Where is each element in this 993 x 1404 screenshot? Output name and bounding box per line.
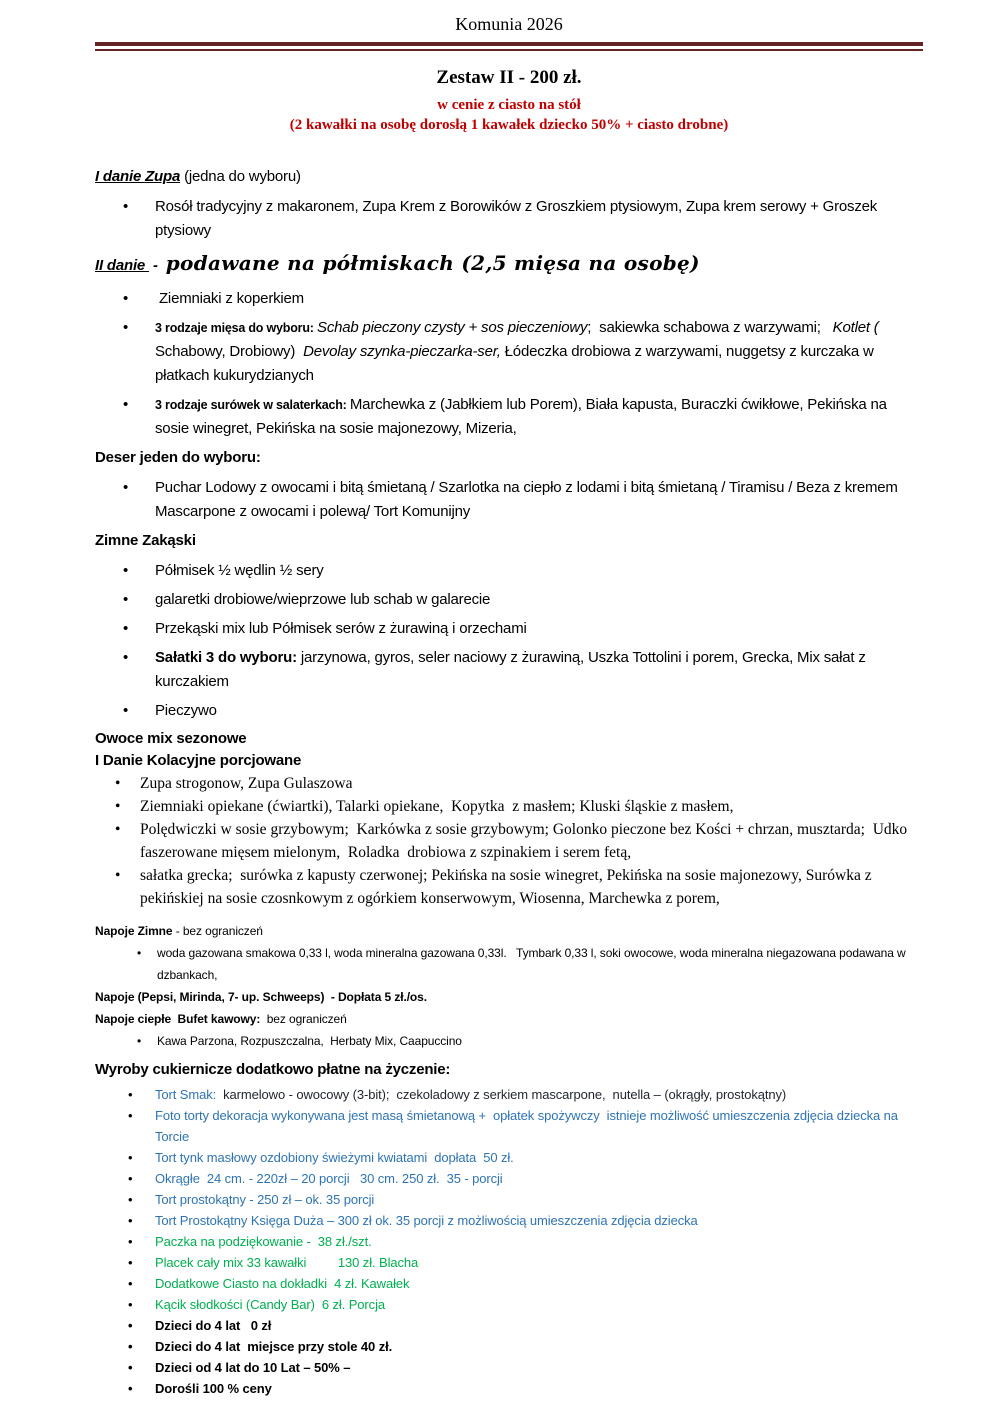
cake-item: • Foto torty dekoracja wykonywana jest masą śmietanową + opłatek spożywczy istnieje możliwość umieszczenia zdjęcia dziecka na Torcie xyxy=(95,1105,923,1147)
tort-smak-label: Tort Smak: xyxy=(155,1087,217,1102)
cake-item: • Tort tynk masłowy ozdobiony świeżymi kwiatami dopłata 50 zł. xyxy=(95,1147,923,1168)
evening-item: • Polędwiczki w sosie grzybowym; Karkówka z sosie grzybowym; Golonko pieczone bez Kości + chrzan, musztarda; Udko faszerowane mięsem mielonym, Roladka drobiowa z szpinakiem i serem fetą, xyxy=(95,818,923,864)
pricing-item-kids: • Dzieci od 4 lat do 10 Lat – 50% – xyxy=(95,1357,923,1378)
header-divider xyxy=(95,42,923,51)
meats-label: 3 rodzaje mięsa do wyboru: xyxy=(155,321,318,335)
hot-drinks-heading: Napoje ciepłe Bufet kawowy: bez ograniczeń xyxy=(95,1012,347,1026)
cake-item: • Kącik słodkości (Candy Bar) 6 zł. Porcja xyxy=(95,1294,923,1315)
main-course-item-meats: • 3 rodzaje mięsa do wyboru: Schab pieczony czysty + sos pieczeniowy; sakiewka schabowa z warzywami; Kotlet ( Schabowy, Drobiowy) Devolay szynka-pieczarka-ser, Łódeczka drobiowa z warzywami, nuggetsy z kurczaka w płatkach kukurydzianych xyxy=(95,316,923,388)
main-course-dash: - xyxy=(149,257,166,274)
cold-drinks-item: • woda gazowana smakowa 0,33 l, woda mineralna gazowana 0,33l. Tymbark 0,33 l, soki owocowe, woda mineralna niegazowana podawana w dzbankach, xyxy=(95,942,923,986)
price-note-line-2: (2 kawałki na osobę dorosłą 1 kawałek dziecko 50% + ciasto drobne) xyxy=(289,117,729,133)
appetizer-item-salads: • Sałatki 3 do wyboru: jarzynowa, gyros, seler naciowy z żurawiną, Uszka Tottolini i porem, Grecka, Mix sałat z kurczakiem xyxy=(95,646,923,694)
cold-appetizers-heading: Zimne Zakąski xyxy=(95,532,196,549)
evening-item: • Ziemniaki opiekane (ćwiartki), Talarki opiekane, Kopytka z masłem; Kluski śląskie z masłem, xyxy=(95,795,923,818)
main-course-label: II danie xyxy=(95,257,150,274)
confectionery-heading: Wyroby cukiernicze dodatkowo płatne na życzenie: xyxy=(95,1061,451,1078)
cake-item: • Tort prostokątny - 250 zł – ok. 35 porcji xyxy=(95,1189,923,1210)
soup-heading-suffix: (jedna do wyboru) xyxy=(180,168,301,185)
soup-item: • Rosół tradycyjny z makaronem, Zupa Krem z Borowików z Groszkiem ptysiowym, Zupa krem serowy + Groszek ptysiowy xyxy=(95,195,923,243)
evening-item: • Zupa strogonow, Zupa Gulaszowa xyxy=(95,772,923,795)
appetizer-item: • galaretki drobiowe/wieprzowe lub schab w galarecie xyxy=(95,588,923,612)
pricing-item-kids: • Dzieci do 4 lat 0 zł xyxy=(95,1315,923,1336)
cake-item: • Placek cały mix 33 kawałki 130 zł. Blacha xyxy=(95,1252,923,1273)
dessert-heading: Deser jeden do wyboru: xyxy=(95,449,261,466)
soup-heading-label: I danie Zupa xyxy=(95,168,181,185)
hot-drinks-item: • Kawa Parzona, Rozpuszczalna, Herbaty Mix, Caapuccino xyxy=(95,1030,923,1052)
cold-drinks-label: Napoje Zimne xyxy=(95,924,173,938)
hot-drinks-list xyxy=(95,1030,923,1052)
evening-item: • sałatka grecka; surówka z kapusty czerwonej; Pekińska na sosie winegret, Pekińska na sosie majonezowy, Surówka z pekińskiej na sosie czosnkowym z ogórkiem konserwowym, Wiosenna, Marchewka z porem, xyxy=(95,864,923,910)
cake-item: • Tort Prostokątny Księga Duża – 300 zł ok. 35 porcji z możliwością umieszczenia zdjęcia dziecka xyxy=(95,1210,923,1231)
salads-choice-label: Sałatki 3 do wyboru: xyxy=(155,649,297,666)
dessert-item: • Puchar Lodowy z owocami i bitą śmietaną / Szarlotka na ciepło z lodami i bitą śmietaną / Tiramisu / Beza z kremem Mascarpone z owocami i polewą/ Tort Komunijny xyxy=(95,476,923,524)
dessert-list xyxy=(95,476,923,524)
confectionery-list xyxy=(95,1084,923,1399)
soup-list xyxy=(95,195,923,243)
appetizer-item: • Przekąski mix lub Półmisek serów z żurawiną i orzechami xyxy=(95,617,923,641)
main-course-heading xyxy=(95,248,923,281)
cold-drinks-list xyxy=(95,942,923,986)
pricing-item-kids: • Dzieci do 4 lat miejsce przy stole 40 zł. xyxy=(95,1336,923,1357)
drinks-section xyxy=(95,920,923,1052)
appetizer-item: • Pieczywo xyxy=(95,699,923,723)
cold-appetizers-list xyxy=(95,559,923,723)
main-course-list xyxy=(95,287,923,441)
evening-course-list xyxy=(95,772,923,910)
pricing-item-adults: • Dorośli 100 % ceny xyxy=(95,1378,923,1399)
main-course-item-potatoes: • Ziemniaki z koperkiem xyxy=(95,287,923,311)
fruits-heading: Owoce mix sezonowe xyxy=(95,730,247,747)
soup-section-heading xyxy=(95,165,923,189)
price-note-line-1: w cenie z ciasto na stół xyxy=(437,97,581,113)
main-course-script-note: podawane na półmiskach (2,5 mięsa na osobę) xyxy=(165,251,700,275)
evening-course-heading: I Danie Kolacyjne porcjowane xyxy=(95,752,302,769)
salads-label: 3 rodzaje surówek w salaterkach: xyxy=(155,398,350,412)
cake-item: • Dodatkowe Ciasto na dokładki 4 zł. Kawałek xyxy=(95,1273,923,1294)
page-header xyxy=(95,12,923,51)
cold-drinks-heading: Napoje Zimne - bez ograniczeń xyxy=(95,924,263,938)
cake-item-tort-smak: • Tort Smak: karmelowo - owocowy (3-bit); czekoladowy z serkiem mascarpone, nutella – (okrągły, prostokątny) xyxy=(95,1084,923,1105)
cake-item: • Paczka na podziękowanie - 38 zł./szt. xyxy=(95,1231,923,1252)
main-course-item-salads: • 3 rodzaje surówek w salaterkach: Marchewka z (Jabłkiem lub Porem), Biała kapusta, Buraczki ćwikłowe, Pekińska na sosie winegret, Pekińska na sosie majonezowy, Mizeria, xyxy=(95,393,923,441)
set-title: Zestaw II - 200 zł. xyxy=(436,67,582,88)
soda-surcharge-heading: Napoje (Pepsi, Mirinda, 7- up. Schweeps) - Dopłata 5 zł./os. xyxy=(95,990,427,1004)
appetizer-item: • Półmisek ½ wędlin ½ sery xyxy=(95,559,923,583)
cake-item: • Okrągłe 24 cm. - 220zł – 20 porcji 30 cm. 250 zł. 35 - porcji xyxy=(95,1168,923,1189)
hot-drinks-label: Napoje ciepłe Bufet kawowy: xyxy=(95,1012,261,1026)
header-title: Komunia 2026 xyxy=(455,14,563,34)
